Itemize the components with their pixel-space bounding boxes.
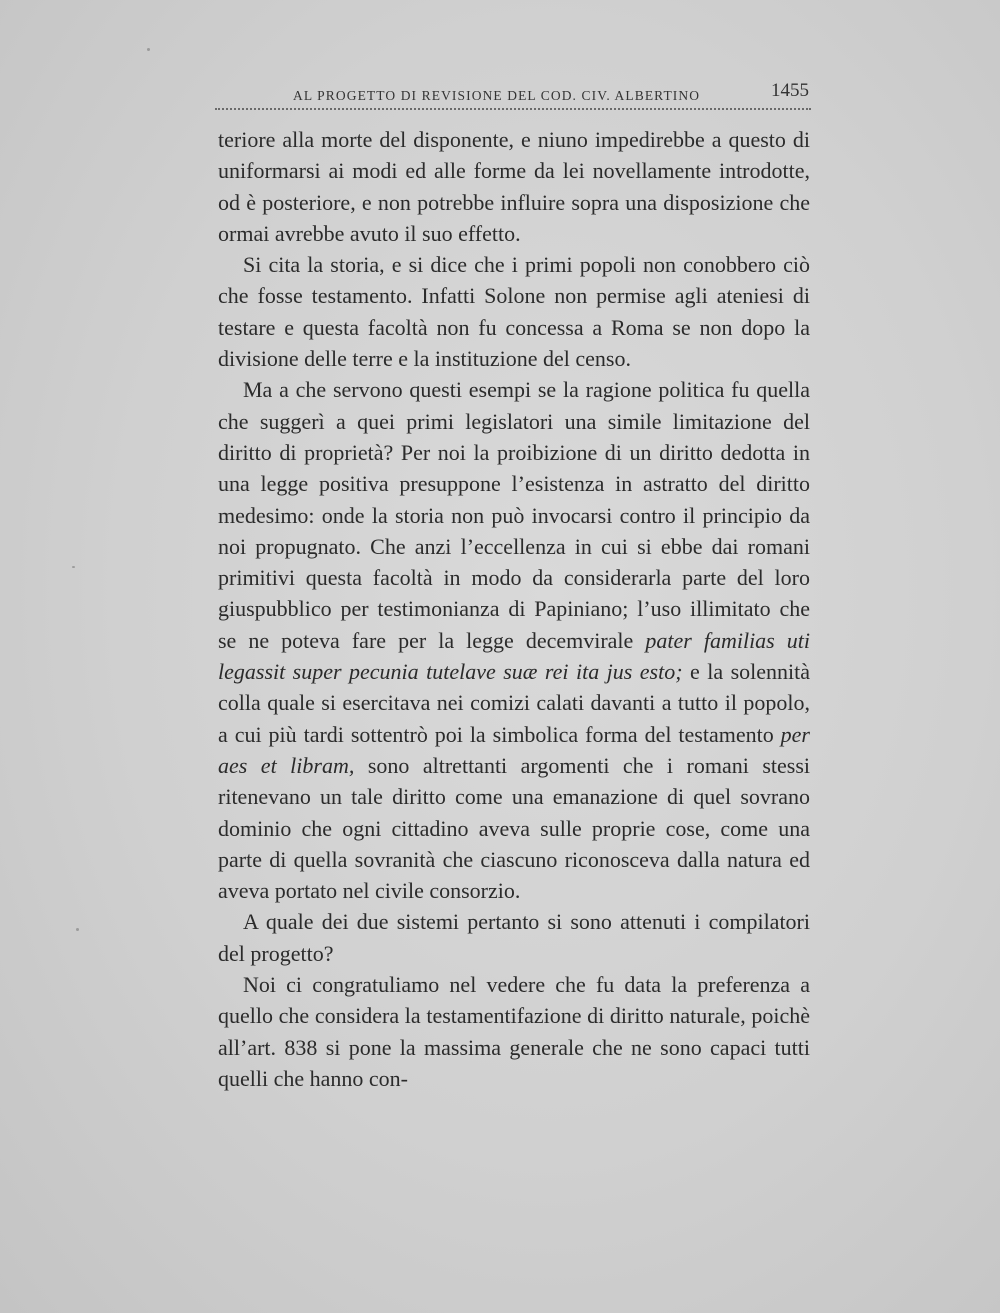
paragraph-5: Noi ci congratuliamo nel vedere che fu data la preferenza a quello che considera la testamentifazione di diritto naturale, poichè all’art. 838 si pone la massima generale che ne sono capaci tutti quelli che hanno con-: [218, 972, 810, 1091]
paragraph-3-text-b: e la solennità colla quale si esercitava nei comizi calati davanti a tutto il popolo, a cui più tardi sottentrò poi la simbolica forma del testamento: [218, 659, 811, 747]
paragraph-3-text-a: Ma a che servono questi esempi se la ragione politica fu quella che suggerì a quei primi legislatori una simile limitazione del diritto di proprietà? Per noi la proibizione di un diritto dedotta in una legge positiva presuppone l’esistenza in astratto del diritto medesimo: onde la storia non può invocarsi contro il principio da noi propugnato. Che anzi l’eccellenza in cui si ebbe dai romani primitivi questa facoltà in modo da considerarla parte del loro giuspubblico per testimonianza di Papiniano; l’uso illimitato che se ne poteva fare per la legge decemvirale: [218, 377, 810, 653]
paper-speck: [72, 566, 75, 568]
page-header: [215, 78, 811, 108]
latin-quote-2: per aes et libram,: [218, 721, 810, 778]
paper-speck: [147, 48, 150, 51]
paragraph-3: [218, 374, 810, 906]
header-rule: [215, 108, 811, 110]
running-head: AL PROGETTO DI REVISIONE DEL COD. CIV. ALBERTINO: [293, 88, 701, 103]
paper-speck: [76, 928, 79, 931]
paragraph-2: Si cita la storia, e si dice che i primi popoli non conobbero ciò che fosse testamento. Infatti Solone non permise agli ateniesi di testare e questa facoltà non fu concessa a Roma se non dopo la divisione delle terre e la instituzione del censo.: [218, 252, 810, 372]
latin-quote-1: pater familias uti legassit super pecunia tutelave suæ rei ita jus esto;: [218, 627, 811, 685]
main-text: [218, 124, 810, 1094]
paragraph-3-text-c: sono altrettanti argomenti che i romani stessi ritenevano un tale diritto come una emanazione di quel sovrano dominio che ogni cittadino aveva sulle proprie cose, come una parte di quella sovranità che ciascuno riconosceva dalla natura ed aveva portato nel civile consorzio.: [218, 752, 810, 904]
paragraph-4: A quale dei due sistemi pertanto si sono attenuti i compilatori del progetto?: [218, 909, 810, 966]
paragraph-1: teriore alla morte del disponente, e niuno impedirebbe a questo di uniformarsi ai modi ed alle forme da lei novellamente introdotte, od è posteriore, e non potrebbe influire sopra una disposizione che ormai avrebbe avuto il suo effetto.: [218, 127, 810, 246]
page-number: 1455: [771, 80, 809, 101]
